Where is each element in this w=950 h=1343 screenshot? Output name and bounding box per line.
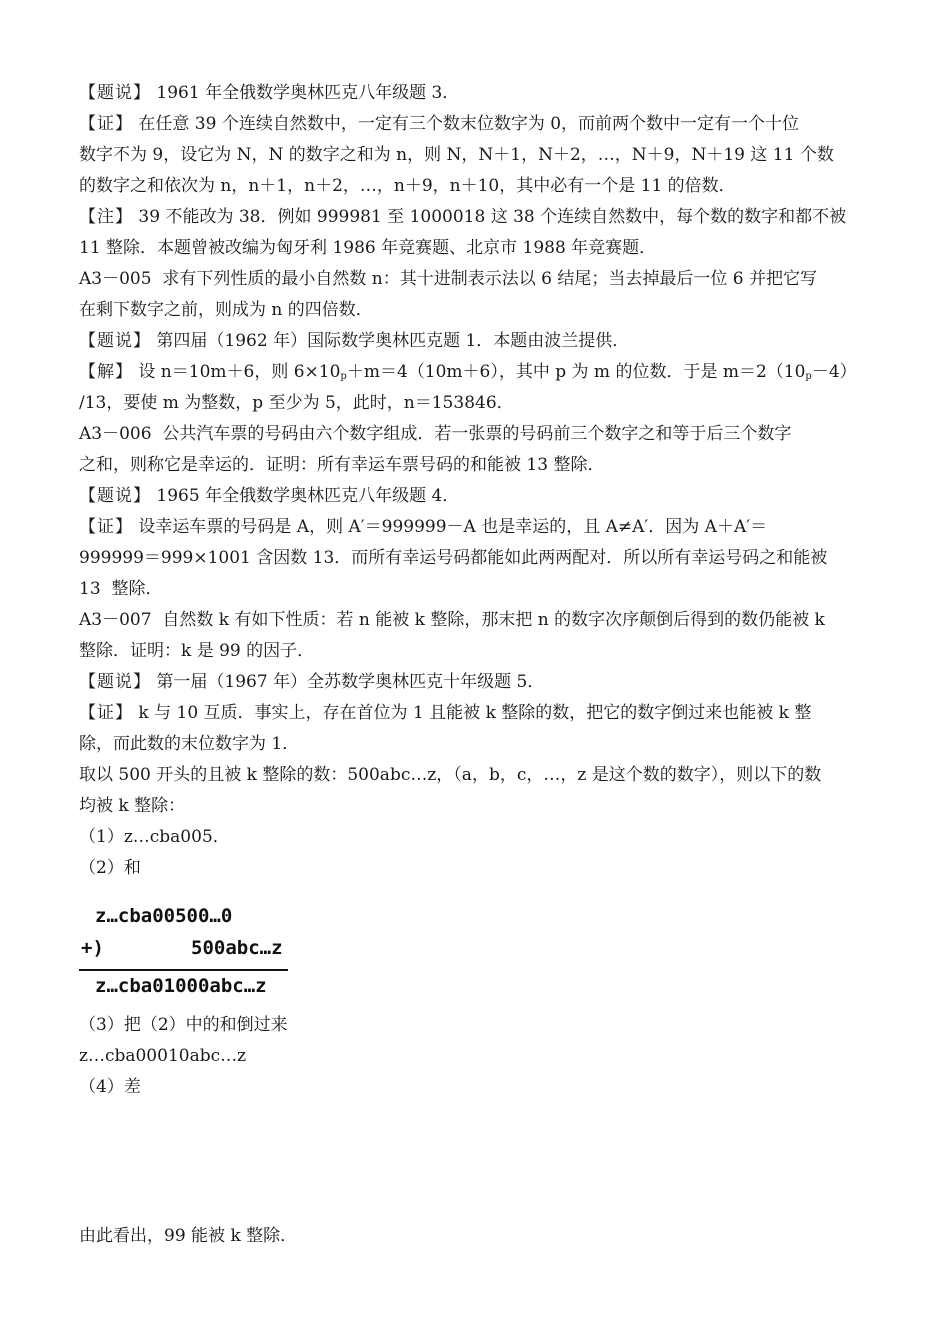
label-tishuo: 【题说】 (79, 672, 151, 692)
line-text: 设 n＝10m＋6，则 6×10 (133, 362, 341, 382)
problem-line: A3－006 公共汽车票的号码由六个数字组成．若一张票的号码前三个数字之和等于后三个数字 (79, 424, 792, 444)
paragraph-line (79, 698, 879, 729)
paragraph-line: 的数字之和依次为 n，n＋1，n＋2，…，n＋9，n＋10，其中必有一个是 11 的倍数． (79, 176, 736, 196)
label-zheng: 【证】 (79, 703, 133, 723)
line-text: －4） (811, 362, 857, 382)
line-text: 设幸运车票的号码是 A，则 A′＝999999－A 也是幸运的，且 A≠A′．因为 A＋A′＝ (133, 517, 768, 537)
list-item: （2）和 (79, 858, 141, 878)
addition-plus-sign: +) (81, 937, 104, 959)
paragraph-line (79, 326, 879, 357)
paragraph-line (79, 512, 879, 543)
line-text: 1965 年全俄数学奥林匹克八年级题 4． (151, 486, 460, 506)
problem-line: 整除．证明：k 是 99 的因子． (79, 641, 315, 661)
label-zhu: 【注】 (79, 207, 133, 227)
label-zheng: 【证】 (79, 517, 133, 537)
label-tishuo: 【题说】 (79, 331, 151, 351)
problem-line: A3－005 求有下列性质的最小自然数 n：其十进制表示法以 6 结尾；当去掉最后一位 6 并把它写 (79, 269, 817, 289)
paragraph-line (79, 667, 879, 698)
sum-rule-line (79, 969, 288, 971)
label-jie: 【解】 (79, 362, 133, 382)
line-text: k 与 10 互质．事实上，存在首位为 1 且能被 k 整除的数，把它的数字倒过来也能被 k 整 (133, 703, 812, 723)
line-text: 在任意 39 个连续自然数中，一定有三个数末位数字为 0，而前两个数中一定有一个十位 (133, 114, 800, 134)
paragraph-line: 数字不为 9，设它为 N，N 的数字之和为 n，则 N，N＋1，N＋2，…，N＋9，N＋19 这 11 个数 (79, 145, 834, 165)
paragraph-line: /13，要使 m 为整数，p 至少为 5，此时，n＝153846． (79, 393, 514, 413)
addition-result: z…cba01000abc…z (95, 975, 267, 997)
list-item: （1）z…cba005． (79, 827, 230, 847)
conclusion-line: 由此看出，99 能被 k 整除． (79, 1226, 298, 1246)
blank-space (79, 1103, 879, 1221)
addition-figure (79, 890, 879, 1010)
document-body (79, 78, 879, 1252)
problem-line: A3－007 自然数 k 有如下性质：若 n 能被 k 整除，那末把 n 的数字次序颠倒后得到的数仍能被 k (79, 610, 825, 630)
paragraph-line (79, 78, 879, 109)
addition-row-2: 500abc…z (191, 937, 283, 959)
subscript-p: p (340, 371, 347, 382)
addition-row-1: z…cba00500…0 (95, 905, 233, 927)
subscript-p: p (805, 371, 812, 382)
paragraph-line: 999999＝999×1001 含因数 13．而所有幸运号码都能如此两两配对．所以所有幸运号码之和能被 (79, 548, 828, 568)
paragraph-line (79, 357, 879, 388)
label-zheng: 【证】 (79, 114, 133, 134)
line-text: 39 不能改为 38．例如 999981 至 1000018 这 38 个连续自然数中，每个数的数字和都不被 (133, 207, 847, 227)
line-text: 1961 年全俄数学奥林匹克八年级题 3． (151, 83, 460, 103)
paragraph-line: 除，而此数的末位数字为 1． (79, 734, 300, 754)
line-text: ＋m＝4（10m＋6），其中 p 为 m 的位数．于是 m＝2（10 (346, 362, 806, 382)
line-text: 第四届（1962 年）国际数学奥林匹克题 1．本题由波兰提供． (151, 331, 630, 351)
problem-line: 之和，则称它是幸运的．证明：所有幸运车票号码的和能被 13 整除． (79, 455, 605, 475)
label-tishuo: 【题说】 (79, 83, 151, 103)
paragraph-line: 取以 500 开头的且被 k 整除的数：500abc…z，（a，b，c，…，z 是这个数的数字），则以下的数 (79, 765, 822, 785)
paragraph-line: 均被 k 整除： (79, 796, 186, 816)
label-tishuo: 【题说】 (79, 486, 151, 506)
paragraph-line: 13 整除． (79, 579, 163, 599)
paragraph-line: z…cba00010abc…z (79, 1046, 247, 1066)
list-item: （3）把（2）中的和倒过来 (79, 1015, 288, 1035)
paragraph-line (79, 481, 879, 512)
paragraph-line (79, 202, 879, 233)
paragraph-line: 11 整除．本题曾被改编为匈牙利 1986 年竞赛题、北京市 1988 年竞赛题． (79, 238, 657, 258)
paragraph-line (79, 109, 879, 140)
problem-line: 在剩下数字之前，则成为 n 的四倍数． (79, 300, 373, 320)
line-text: 第一届（1967 年）全苏数学奥林匹克十年级题 5． (151, 672, 545, 692)
list-item: （4）差 (79, 1077, 141, 1097)
